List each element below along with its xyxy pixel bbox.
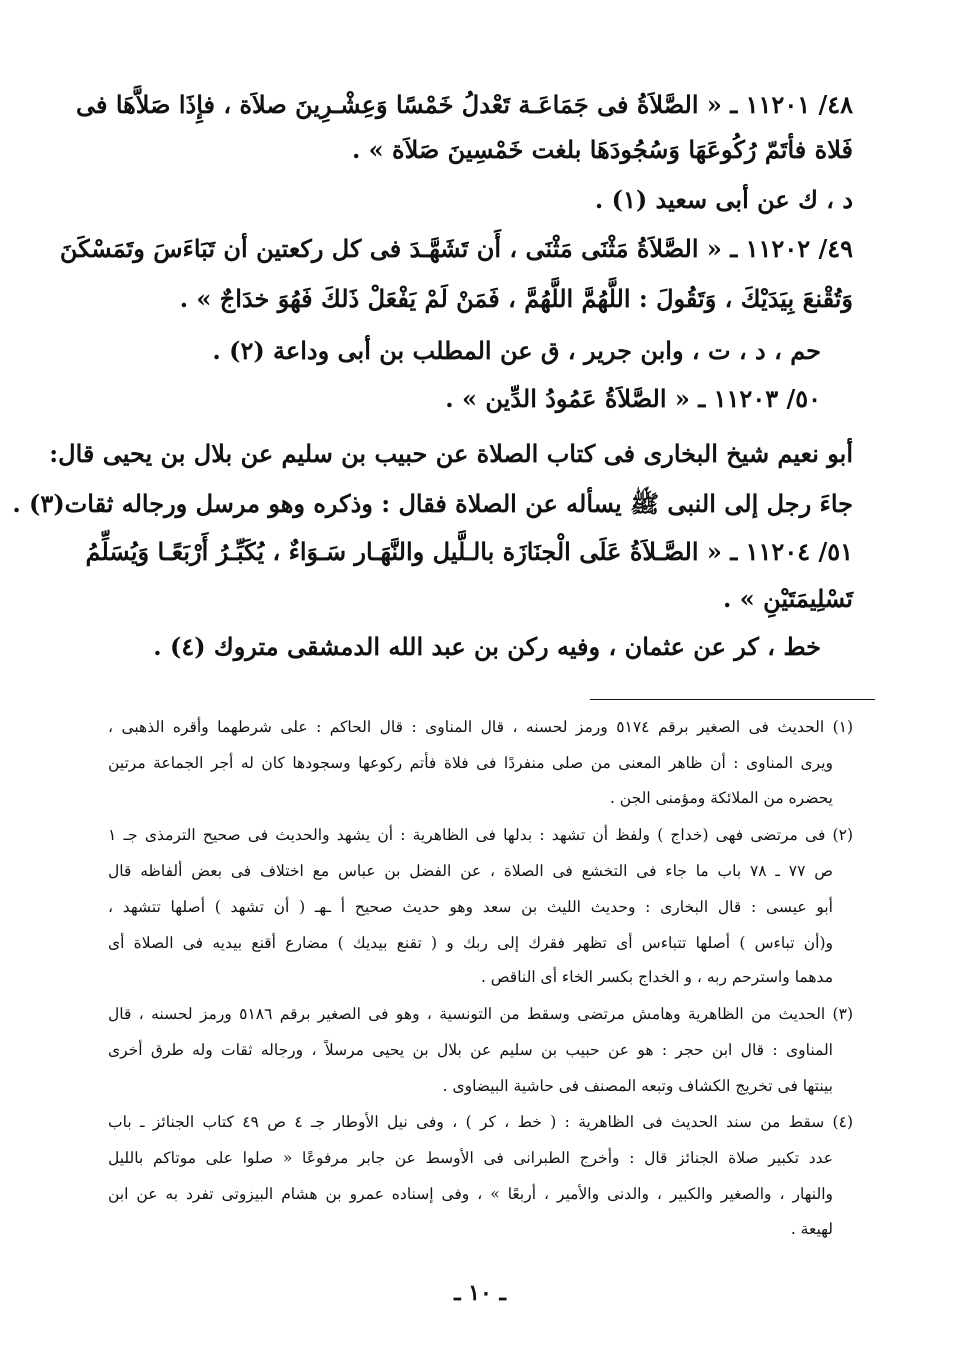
hadith-49-source: حم ، د ، ت ، وابن جرير ، ق عن المطلب بن أبى وداعة (٢) .	[212, 336, 821, 365]
page-number: ـ ١٠ ـ	[454, 1280, 506, 1306]
hadith-51-line-2: تَسْلِيمَتَيْنِ » .	[723, 584, 853, 613]
footnote-3-line-1: (٣) الحديث من الظاهرية وهامش مرتضى وسقط من التونسية ، وهو فى الصغير برقم ٥١٨٦ ورمز لحسنه ، قال	[108, 1005, 853, 1023]
hadith-48-line-2: فَلاة فأتَمّ رُكُوعَهَا وَسُجُودَهَا بلغت خَمْسِينَ صَلاَة » .	[351, 135, 853, 164]
footnote-3-line-3: بينتها فى تخريج الكشاف وتبعه المصنف فى حاشية البيضاوى .	[442, 1077, 833, 1095]
footnote-4-line-4: لهيعة .	[790, 1220, 833, 1238]
hadith-51-line-1: ٥١/ ١١٢٠٤ ـ « الصَّـلاَةُ عَلَى الْجنَازَة بالـلَّيل والنَّهَـار سَـوَاءٌ ، يُكَبِّـرُ أَرْبَعًـا وَيُسَلِّمُ	[85, 537, 853, 566]
footnote-1-line-1: (١) الحديث فى الصغير برقم ٥١٧٤ ورمز لحسنه ، قال المناوى : قال الحاكم : على شرطهما وأقره الذهبى ،	[108, 718, 854, 736]
footnote-4-line-1: (٤) سقط من سند الحديث فى الظاهرية : ( خط ، كر ) ، وفى نيل الأوطار جـ ٤ ص ٤٩ كتاب الجنائز ـ باب	[108, 1113, 853, 1131]
footnote-3-line-2: المناوى : قال ابن حجر : هو عن حبيب بن سليم عن بلال بن يحيى مرسلاً ، ورجاله ثقات وله طرق أخرى	[108, 1041, 833, 1059]
footnote-1-line-2: ويرى المناوى : أن ظاهر المعنى من صلى منفردًا فى فلاة فأتم ركوعها وسجودها كان له أجر الجماعة مرتين	[108, 754, 833, 772]
footnote-4-line-3: والنهار ، والصغير والكبير ، والدنى والأمير ، أربعًا » ، وفى إسناده عمرو بن هشام البيزوتى تفرد به عن ابن	[108, 1185, 833, 1203]
footnote-2-line-5: مدهما واسترحم ربه ، و الخداج بكسر الخاء أى الناقص .	[480, 968, 833, 986]
hadith-49-line-1: ٤٩/ ١١٢٠٢ ـ « الصَّلاَةُ مَثْنَى مَثْنَى ، أَن تَشَهَّـدَ فى كل ركعتين أن تَبَاءَسَ وتَمَسْكَنَ	[59, 234, 853, 263]
footnote-2-line-3: أبو عيسى : قال البخارى : وحديث الليث بن سعد وهو حديث صحيح أ ـهـ ( أن تشهد ) أصلها تتشهد ،	[108, 898, 833, 916]
footnote-2-line-1: (٢) فى مرتضى فهى (خداج ) ولفظ أن تشهد : بدلها فى الظاهرية : أن يشهد والحديث فى صحيح الترمذى جـ ١	[108, 826, 853, 844]
hadith-50-line-1: ٥٠/ ١١٢٠٣ ـ « الصَّلاَةُ عَمُودُ الدِّين » .	[445, 384, 821, 413]
hadith-51-source: خط ، كر عن عثمان ، وفيه ركن بن عبد الله الدمشقى متروك (٤) .	[153, 632, 821, 661]
hadith-48-line-1: ٤٨/ ١١٢٠١ ـ « الصَّلاَةُ فى جَمَاعَـة تَعْدلُ خَمْسًا وَعِشْـرِينَ صلاَة ، فإِذَا صَلاَّهَا فى	[76, 90, 853, 119]
footnote-4-line-2: عدد تكبير صلاة الجنائز قال : وأخرج الطبرانى فى الأوسط عن جابر مرفوعًا « صلوا على موتاكم بالليل	[108, 1149, 833, 1167]
footnote-2-line-2: ص ٧٧ ـ ٧٨ باب ما جاء فى التخشع فى الصلاة ، عن الفضل بن عباس مع اختلاف فى بعض ألفاظه قال	[108, 862, 833, 880]
footnote-separator	[590, 699, 875, 700]
footnote-1-line-3: يحضره من الملائكة ومؤمنى الجن .	[609, 789, 833, 807]
hadith-50-source-line-1: أبو نعيم شيخ البخارى فى كتاب الصلاة عن حبيب بن سليم عن بلال بن يحيى قال:	[49, 439, 853, 468]
hadith-48-source: د ، ك عن أبى سعيد (١) .	[594, 185, 853, 214]
hadith-49-line-2: وَتُقْنعَ بِيَدَيْكَ ، وَتَقُولَ : اللَّهُمَّ اللَّهُمَّ ، فَمَنْ لَمْ يَفْعَلْ ذَلكَ فَهُوَ خدَاجٌ » .	[179, 284, 853, 313]
hadith-50-source-line-2: جاءَ رجل إلى النبى ﷺ يسأله عن الصلاة فقال : وذكره وهو مرسل ورجاله ثقات(٣) .	[12, 489, 853, 518]
footnote-2-line-4: و(أن تباءس ) أصلها تتباءس أى تظهر فقرك إلى ربك و ( تقنع بيديك ) مضارع أقنع بيديه فى الصلاة أى	[108, 934, 833, 952]
